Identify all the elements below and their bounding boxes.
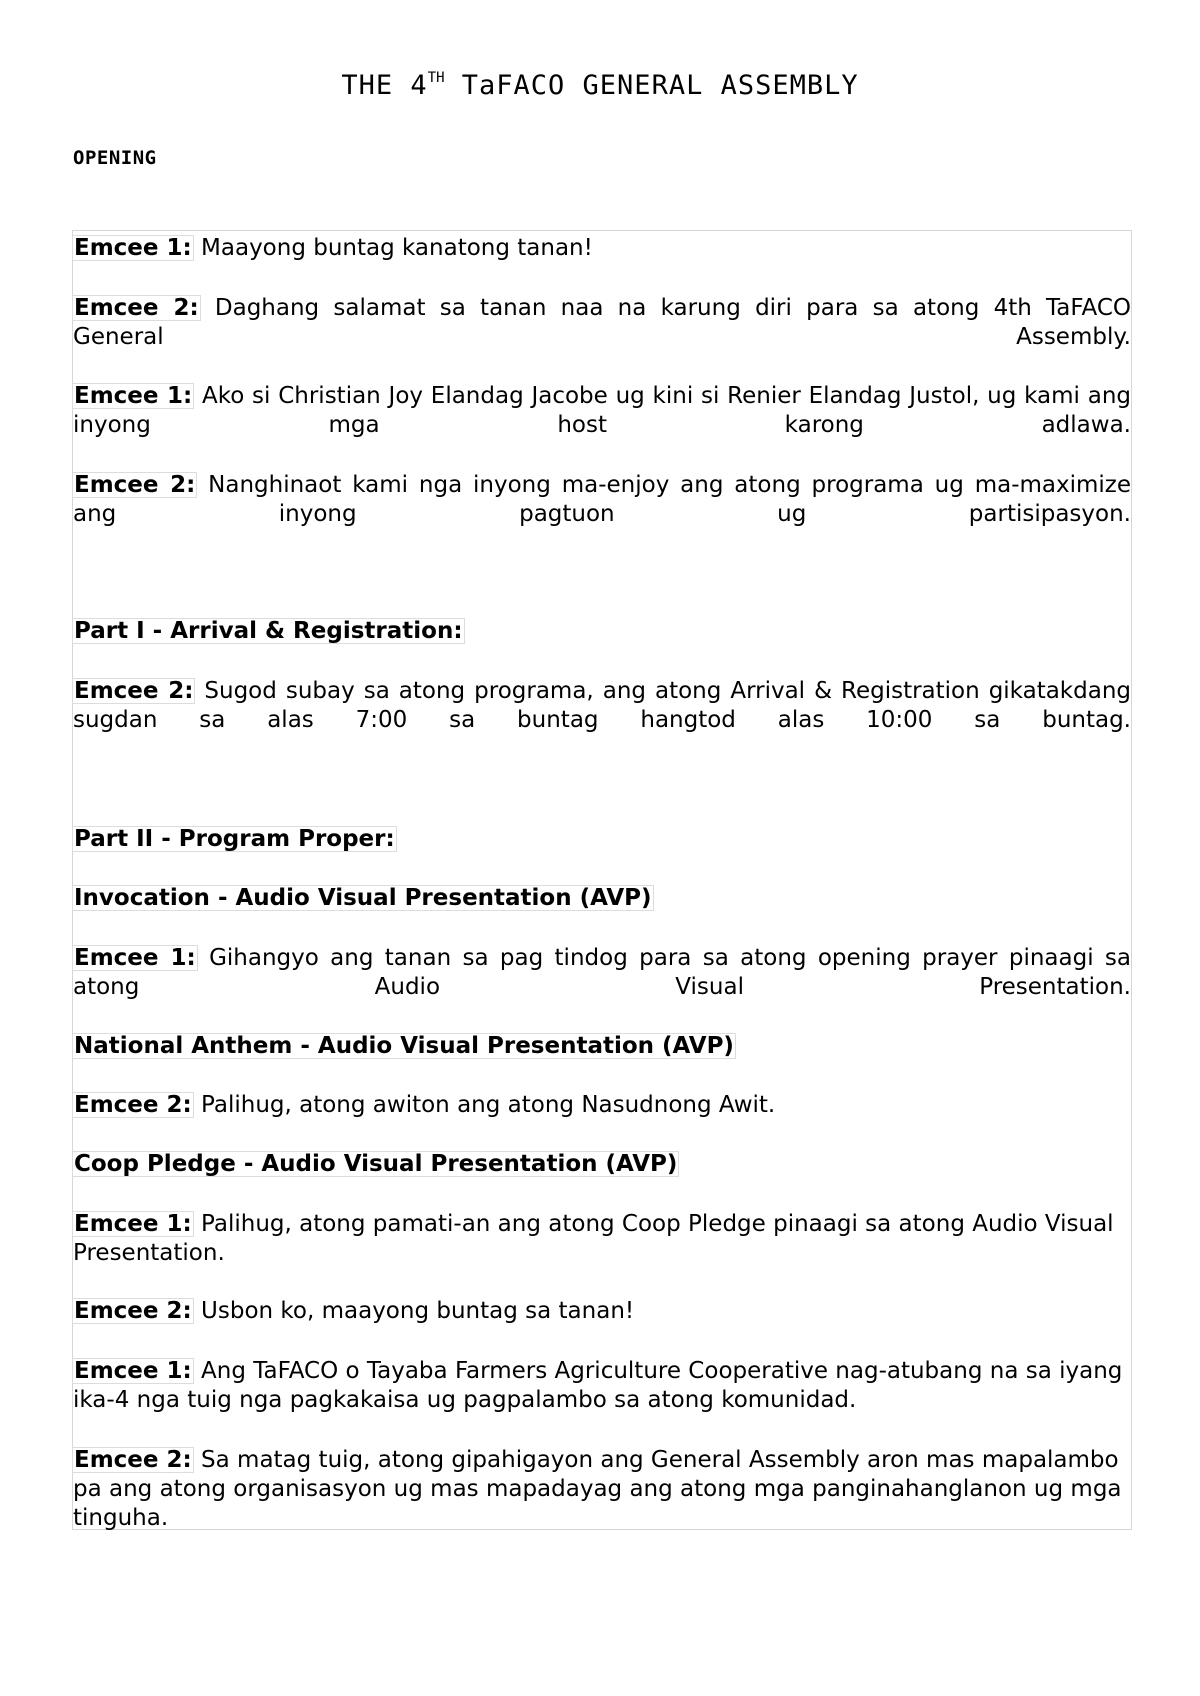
speaker-label: Emcee 2: [74, 472, 196, 498]
speaker-label: Emcee 2: [74, 678, 194, 704]
program-item-label: Invocation - Audio Visual Presentation (AVP) [74, 885, 652, 911]
script-line [73, 1357, 1131, 1415]
line-text: Ako si Christian Joy Elandag Jacobe ug kini si Renier Elandag Justol, ug kami ang inyong mga host karong adlawa. [73, 383, 1131, 438]
section-heading: OPENING [73, 147, 157, 169]
line-text: Maayong buntag kanatong tanan! [201, 235, 593, 261]
program-item-label: National Anthem - Audio Visual Presentation (AVP) [74, 1033, 734, 1059]
script-line [73, 294, 1131, 381]
speaker-label: Emcee 1: [74, 235, 192, 261]
speaker-label: Emcee 1: [74, 945, 196, 971]
script-line [73, 234, 1131, 263]
line-text: Nanghinaot kami nga inyong ma-enjoy ang atong programa ug ma-maximize ang inyong pagtuon ug partisipasyon. [73, 472, 1132, 527]
line-text: Palihug, atong awiton ang atong Nasudnong Awit. [201, 1092, 776, 1118]
speaker-label: Emcee 1: [74, 1211, 192, 1237]
speaker-label: Emcee 1: [74, 1358, 192, 1384]
part-heading-label: Part I - Arrival & Registration: [74, 618, 463, 644]
line-text: Sa matag tuig, atong gipahigayon ang General Assembly aron mas mapalambo pa ang atong organisasyon ug mas mapadayag ang atong mga panginahanglanon ug mga tinguha. [73, 1447, 1122, 1531]
title-superscript: TH [427, 70, 445, 86]
line-text: Gihangyo ang tanan sa pag tindog para sa atong opening prayer pinaagi sa atong Audio Visual Presentation. [73, 945, 1132, 1000]
speaker-label: Emcee 2: [74, 1447, 192, 1473]
script-line [73, 1446, 1131, 1533]
line-text: Usbon ko, maayong buntag sa tanan! [201, 1298, 635, 1324]
program-item-label: Coop Pledge - Audio Visual Presentation (AVP) [74, 1151, 678, 1177]
script-line [73, 382, 1131, 469]
title-prefix: THE 4 [341, 70, 428, 101]
line-text: Sugod subay sa atong programa, ang atong Arrival & Registration gikatakdang sugdan sa alas 7:00 sa buntag hangtod alas 10:00 sa buntag. [73, 678, 1131, 733]
program-item-heading [73, 884, 1131, 913]
script-line [73, 471, 1131, 558]
program-item-heading [73, 1032, 1131, 1061]
speaker-label: Emcee 2: [74, 1298, 192, 1324]
program-item-heading [73, 1150, 1131, 1179]
script-line [73, 1210, 1131, 1268]
part-heading-label: Part II - Program Proper: [74, 826, 395, 852]
script-line [73, 944, 1131, 1031]
script-line [73, 677, 1131, 764]
script-line [73, 1297, 1131, 1326]
speaker-label: Emcee 2: [74, 1092, 192, 1118]
line-text: Daghang salamat sa tanan naa na karung diri para sa atong 4th TaFACO General Assembly. [73, 295, 1131, 350]
document-title [0, 70, 1200, 101]
part-heading [73, 825, 1131, 854]
script-line [73, 1091, 1131, 1120]
speaker-label: Emcee 2: [74, 295, 199, 321]
line-text: Palihug, atong pamati-an ang atong Coop Pledge pinaagi sa atong Audio Visual Presentation. [73, 1211, 1114, 1266]
line-text: Ang TaFACO o Tayaba Farmers Agriculture Cooperative nag-atubang na sa iyang ika-4 nga tuig nga pagkakaisa ug pagpalambo sa atong komunidad. [73, 1358, 1123, 1413]
title-suffix: TaFACO GENERAL ASSEMBLY [444, 70, 859, 101]
speaker-label: Emcee 1: [74, 383, 193, 409]
part-heading [73, 617, 1131, 646]
